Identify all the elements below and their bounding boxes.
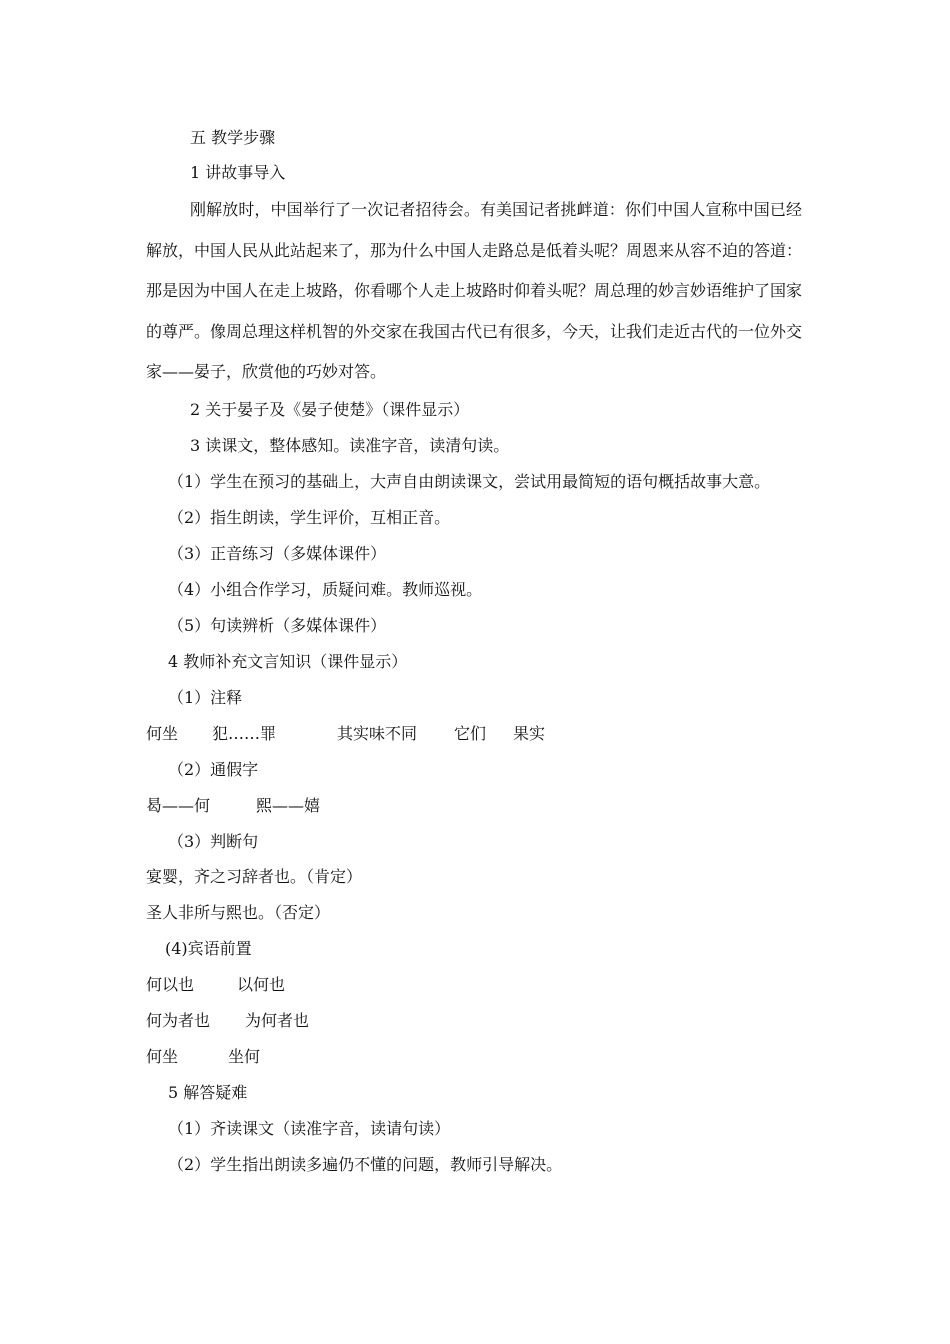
tongjia-pair: 熙——嬉: [256, 796, 321, 815]
step3-heading: 3 读课文，整体感知。读准字音，读清句读。: [190, 436, 510, 455]
step5-item: （1）齐读课文（读准字音，读请句读）: [168, 1119, 451, 1138]
step2-heading: 2 关于晏子及《晏子使楚》（课件显示）: [190, 400, 470, 419]
step1-heading: 1 讲故事导入: [190, 163, 286, 182]
step5-heading: 5 解答疑难: [168, 1083, 248, 1102]
binyu-modern: 以何也: [237, 975, 286, 994]
binyu-modern: 坐何: [228, 1047, 261, 1066]
step1-paragraph: 刚解放时，中国举行了一次记者招待会。有美国记者挑衅道：你们中国人宣称中国已经解放，中国人民从此站起来了，那为什么中国人走路总是低着头呢？周恩来从容不迫的答道：那是因为中国人在走上坡路，你看哪个人走上坡路时仰着头呢？周总理的妙言妙语维护了国家的尊严。像周总理这样机智的外交家在我国古代已有很多，今天，让我们走近古代的一位外交家——晏子，欣赏他的巧妙对答。: [146, 200, 803, 381]
step3-item: （2）指生朗读，学生评价，互相正音。: [168, 508, 451, 527]
step3-item: （3）正音练习（多媒体课件）: [168, 544, 387, 563]
step3-item: （5）句读辨析（多媒体课件）: [168, 616, 387, 635]
tongjia-pair: 曷——何: [146, 796, 211, 815]
binyu-modern: 为何者也: [245, 1011, 310, 1030]
binyu-original: 何以也: [146, 975, 195, 994]
panduan-sentence: 宴婴，齐之习辞者也。（肯定）: [146, 867, 363, 886]
binyu-label: (4)宾语前置: [165, 939, 252, 958]
note-term: 果实: [513, 724, 546, 743]
step5-item: （2）学生指出朗读多遍仍不懂的问题，教师引导解决。: [168, 1155, 563, 1174]
step3-item: （1）学生在预习的基础上，大声自由朗读课文，尝试用最简短的语句概括故事大意。: [168, 472, 771, 491]
note-term: 犯……罪: [212, 724, 277, 743]
panduan-label: （3）判断句: [168, 832, 259, 851]
binyu-original: 何为者也: [146, 1011, 211, 1030]
binyu-original: 何坐: [146, 1047, 179, 1066]
panduan-sentence: 圣人非所与熙也。（否定）: [146, 903, 331, 922]
step3-item: （4）小组合作学习，质疑问难。教师巡视。: [168, 580, 483, 599]
tongjia-label: （2）通假字: [168, 760, 259, 779]
note-term: 它们: [454, 724, 487, 743]
step4-heading: 4 教师补充文言知识（课件显示）: [168, 652, 408, 671]
section-title: 五 教学步骤: [190, 128, 276, 147]
notes-label: （1）注释: [168, 688, 243, 707]
note-term: 其实味不同: [337, 724, 418, 743]
note-term: 何坐: [146, 724, 179, 743]
